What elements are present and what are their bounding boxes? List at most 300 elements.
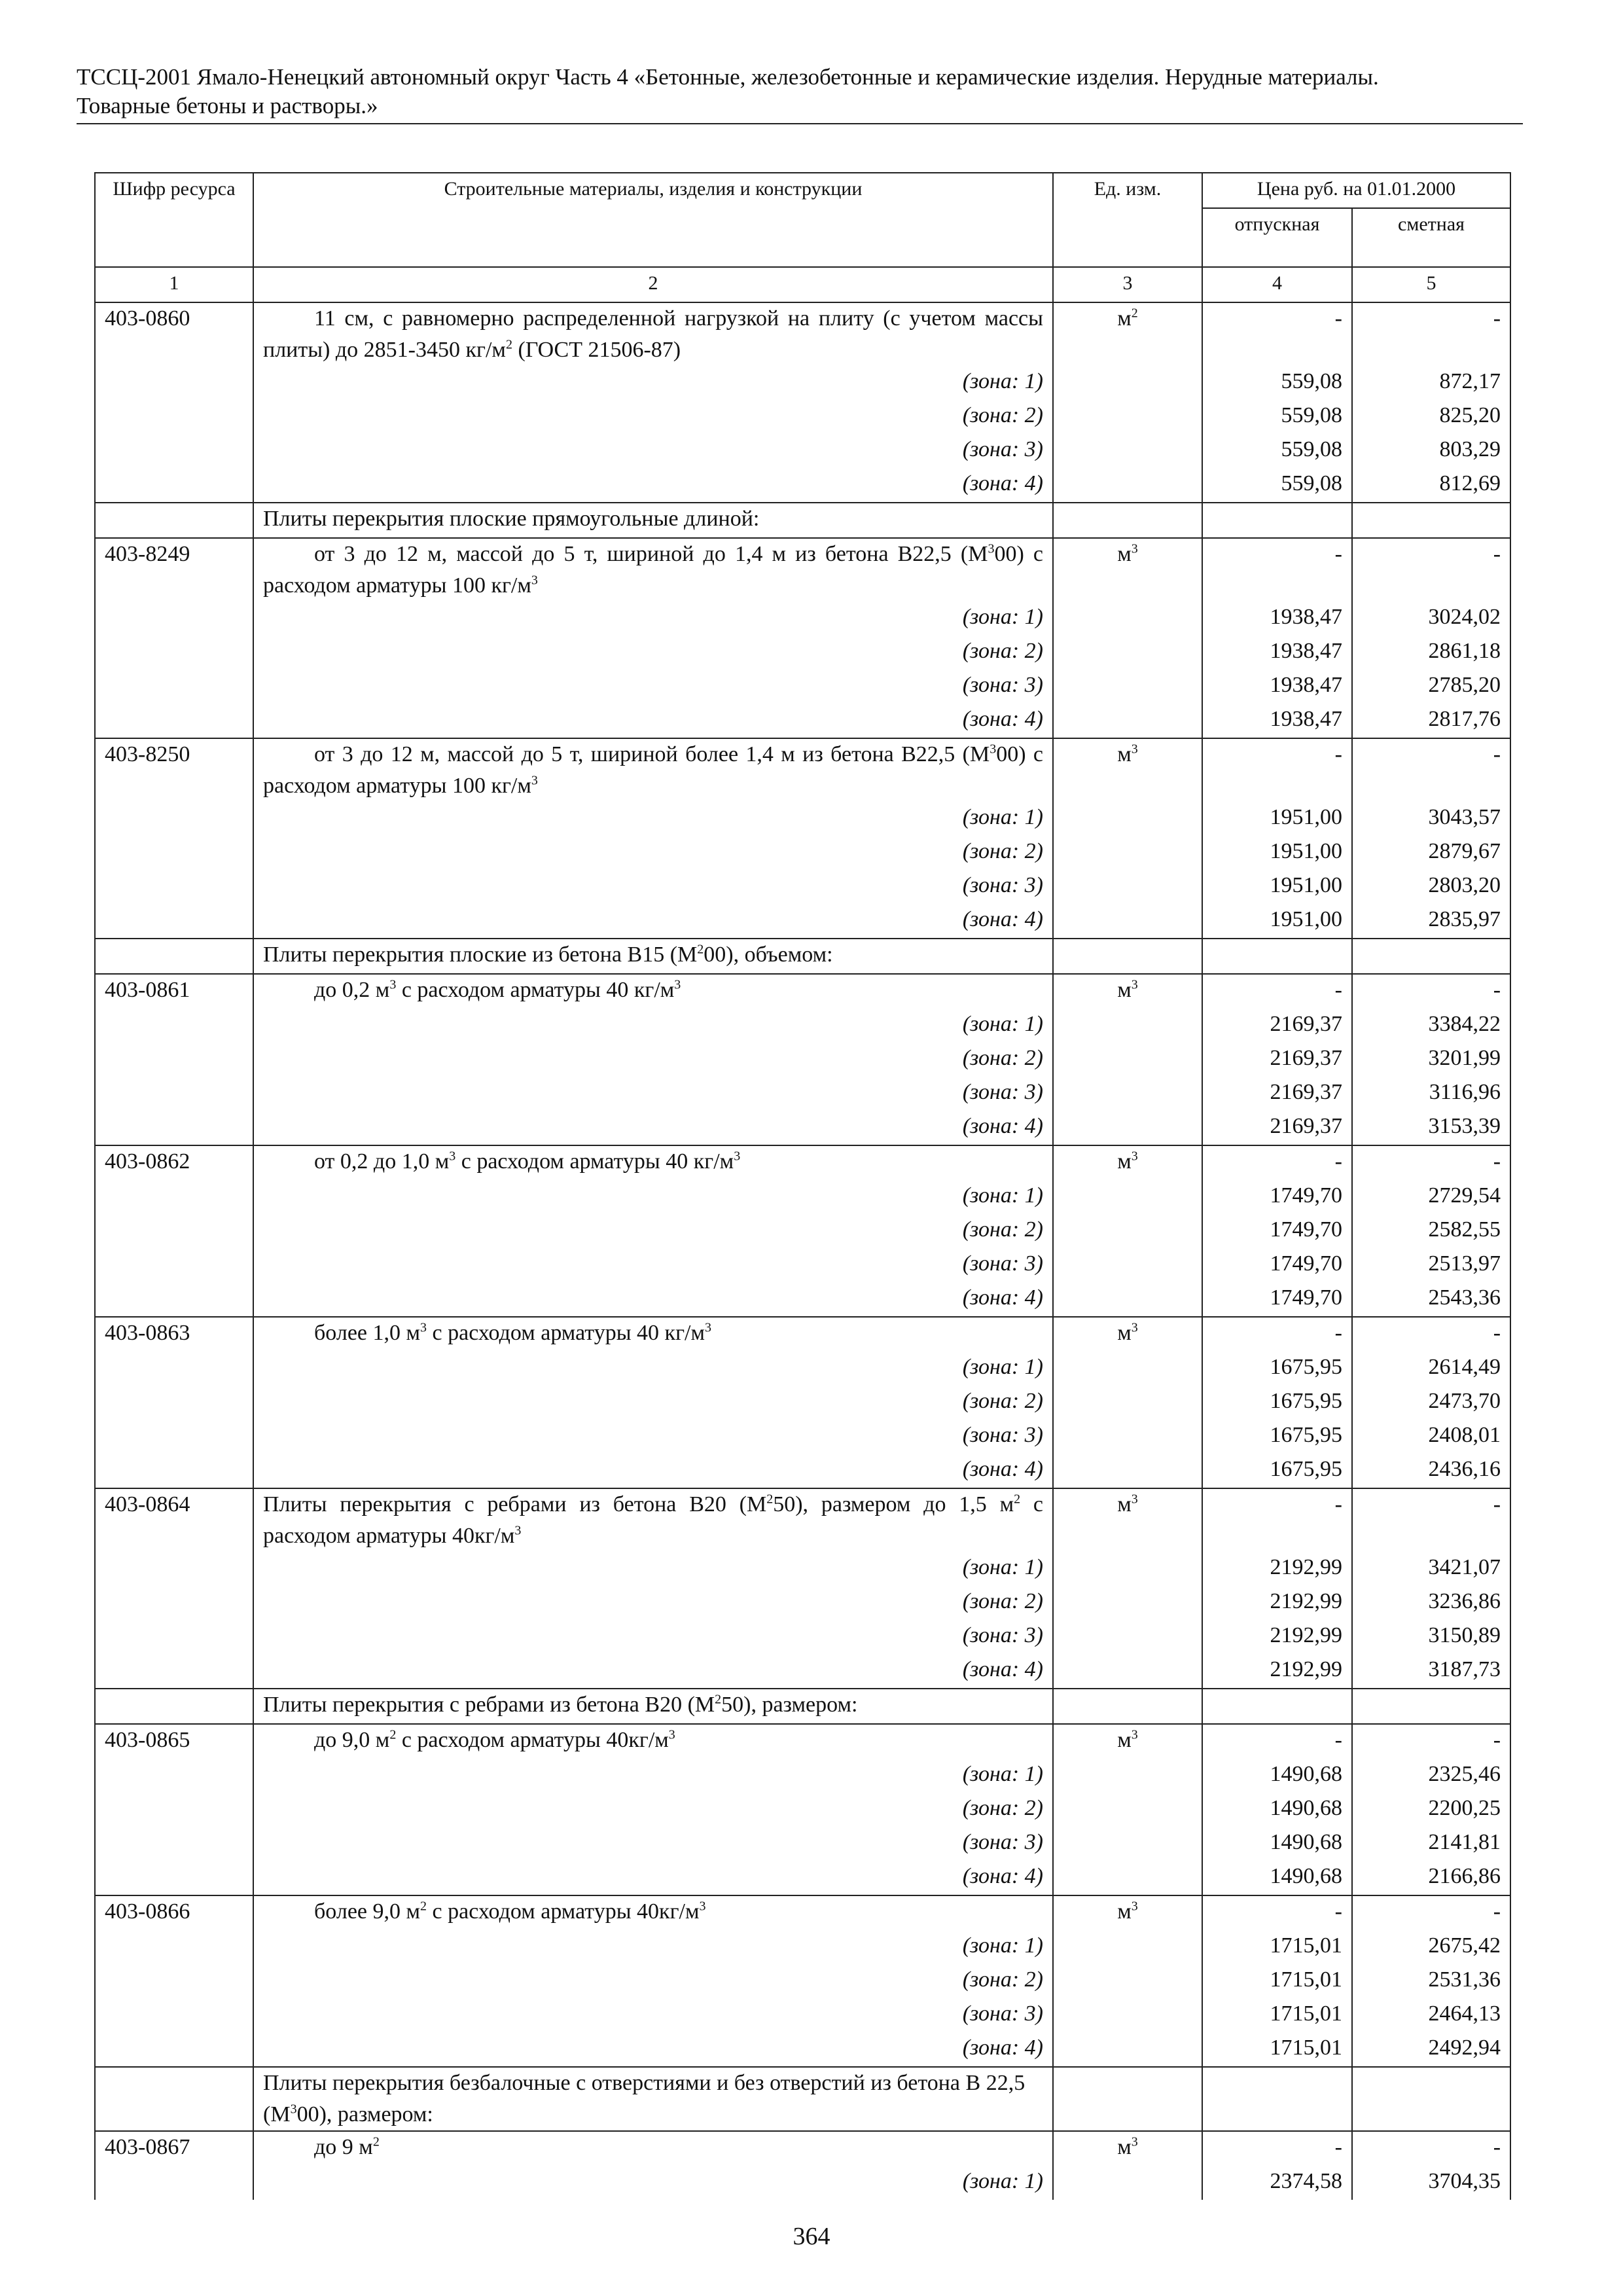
code-cell [95,2032,253,2067]
zone-row [95,704,1510,738]
release-price: 1749,70 [1202,1282,1352,1317]
estimate-price: 2803,20 [1352,870,1510,904]
release-price: 1490,68 [1202,1793,1352,1827]
zone-row [95,1454,1510,1488]
unit-cell [1053,1827,1202,1861]
item-description: более 1,0 $м^3$ с расходом арматуры 40 $кг/м^3$ [253,1317,1053,1352]
unit-cell [1053,400,1202,434]
estimate-price: 2408,01 [1352,1420,1510,1454]
code-cell [95,1586,253,1620]
column-header-release: отпускная [1202,208,1352,267]
zone-label: (зона: 2) [253,1214,1053,1248]
document-header [77,63,1523,120]
estimate-price: 2436,16 [1352,1454,1510,1488]
unit-cell [1053,2067,1202,2131]
zone-label: (зона: 4) [253,904,1053,939]
unit-of-measure: $м^3$ [1053,538,1202,601]
zone-label: (зона: 1) [253,1009,1053,1043]
code-cell [95,1352,253,1386]
release-price: 1749,70 [1202,1180,1352,1214]
zone-row [95,601,1510,636]
release-cell [1202,503,1352,538]
code-cell [95,1689,253,1724]
unit-cell [1053,636,1202,670]
zone-row [95,1654,1510,1689]
zone-label: (зона: 3) [253,1998,1053,2032]
unit-of-measure: $м^3$ [1053,974,1202,1009]
code-cell [95,1861,253,1895]
code-cell [95,2067,253,2131]
zone-row [95,1759,1510,1793]
resource-code: 403-0867 [95,2131,253,2166]
release-price: 1749,70 [1202,1214,1352,1248]
estimate-price: 2614,49 [1352,1352,1510,1386]
estimate-price: - [1352,738,1510,802]
column-header-unit: Ед. изм. [1053,173,1202,267]
zone-label: (зона: 2) [253,1043,1053,1077]
release-price: 2169,37 [1202,1043,1352,1077]
zone-row [95,1248,1510,1282]
release-price: 2169,37 [1202,1009,1352,1043]
unit-cell [1053,1552,1202,1586]
group-heading: Плиты перекрытия плоские прямоугольные длиной: [253,503,1053,538]
zone-row [95,1552,1510,1586]
estimate-price: 2817,76 [1352,704,1510,738]
estimate-cell [1352,939,1510,974]
release-price: - [1202,1488,1352,1552]
zone-label: (зона: 1) [253,1180,1053,1214]
zone-label: (зона: 3) [253,870,1053,904]
resource-code: 403-0866 [95,1895,253,1930]
release-cell [1202,1689,1352,1724]
column-number: 1 [95,267,253,302]
item-description: Плиты перекрытия с ребрами из бетона В20 $(М^250)$, размером до 1,5 $м^2$ с расходом арматуры $40кг/м^3$ [253,1488,1053,1552]
code-cell [95,1214,253,1248]
unit-cell [1053,1998,1202,2032]
column-header-price: Цена руб. на 01.01.2000 [1202,173,1510,208]
header-line-2: Товарные бетоны и растворы.» [77,93,378,118]
release-price: - [1202,738,1352,802]
column-number: 2 [253,267,1053,302]
unit-cell [1053,904,1202,939]
group-heading: Плиты перекрытия с ребрами из бетона В20 $(М^250)$, размером: [253,1689,1053,1724]
unit-cell [1053,1586,1202,1620]
zone-label: (зона: 2) [253,1586,1053,1620]
resource-code: 403-0861 [95,974,253,1009]
resource-code: 403-0864 [95,1488,253,1552]
item-row [95,1145,1510,1180]
zone-label: (зона: 1) [253,601,1053,636]
item-description: до 9,0 $м^2$ с расходом арматуры $40кг/м^3$ [253,1724,1053,1759]
estimate-price: 2675,42 [1352,1930,1510,1964]
code-cell [95,1930,253,1964]
zone-label: (зона: 4) [253,1654,1053,1689]
zone-row [95,434,1510,468]
item-row [95,1317,1510,1352]
zone-label: (зона: 4) [253,468,1053,503]
release-price: 1675,95 [1202,1386,1352,1420]
item-row [95,1895,1510,1930]
code-cell [95,1111,253,1145]
estimate-price: 2325,46 [1352,1759,1510,1793]
unit-cell [1053,1009,1202,1043]
unit-cell [1053,1620,1202,1654]
zone-label: (зона: 3) [253,1620,1053,1654]
estimate-price: 3704,35 [1352,2166,1510,2200]
release-price: 1675,95 [1202,1454,1352,1488]
code-cell [95,1282,253,1317]
resource-code: 403-0863 [95,1317,253,1352]
estimate-price: - [1352,1145,1510,1180]
unit-cell [1053,1654,1202,1689]
release-price: 2192,99 [1202,1552,1352,1586]
unit-cell [1053,1689,1202,1724]
zone-label: (зона: 2) [253,836,1053,870]
release-price: 1938,47 [1202,670,1352,704]
estimate-price: 803,29 [1352,434,1510,468]
code-cell [95,1420,253,1454]
unit-cell [1053,670,1202,704]
estimate-price: 3153,39 [1352,1111,1510,1145]
unit-cell [1053,1282,1202,1317]
release-price: 1938,47 [1202,704,1352,738]
code-cell [95,503,253,538]
estimate-price: - [1352,1724,1510,1759]
item-description: от 3 до 12 м, массой до 5 т, шириной до 1,4 м из бетона В22,5 $(М^300)$ с расходом арматуры 100 $кг/м^3$ [253,538,1053,601]
code-cell [95,366,253,400]
code-cell [95,1998,253,2032]
release-price: 2192,99 [1202,1620,1352,1654]
zone-label: (зона: 1) [253,1352,1053,1386]
code-cell [95,1043,253,1077]
zone-row [95,870,1510,904]
zone-row [95,1214,1510,1248]
code-cell [95,636,253,670]
release-price: 1675,95 [1202,1420,1352,1454]
estimate-price: 812,69 [1352,468,1510,503]
item-description: до 0,2 $м^3$ с расходом арматуры 40 $кг/м^3$ [253,974,1053,1009]
release-price: 2374,58 [1202,2166,1352,2200]
column-header-name: Строительные материалы, изделия и конструкции [253,173,1053,267]
zone-row [95,1352,1510,1386]
unit-of-measure: $м^2$ [1053,302,1202,366]
zone-label: (зона: 1) [253,1759,1053,1793]
code-cell [95,1552,253,1586]
release-price: 1715,01 [1202,1964,1352,1998]
release-price: 1715,01 [1202,1998,1352,2032]
zone-row [95,1043,1510,1077]
zone-label: (зона: 1) [253,1930,1053,1964]
release-price: 2169,37 [1202,1077,1352,1111]
estimate-price: - [1352,1895,1510,1930]
unit-cell [1053,434,1202,468]
zone-row [95,1620,1510,1654]
item-row [95,2131,1510,2166]
group-heading: Плиты перекрытия плоские из бетона В15 $(М^200)$, объемом: [253,939,1053,974]
estimate-price: 2785,20 [1352,670,1510,704]
unit-cell [1053,1964,1202,1998]
unit-cell [1053,1248,1202,1282]
estimate-price: - [1352,1488,1510,1552]
zone-label: (зона: 3) [253,1420,1053,1454]
code-cell [95,1759,253,1793]
zone-row [95,1077,1510,1111]
zone-row [95,636,1510,670]
release-price: 1490,68 [1202,1827,1352,1861]
unit-of-measure: $м^3$ [1053,2131,1202,2166]
unit-cell [1053,2032,1202,2067]
unit-of-measure: $м^3$ [1053,738,1202,802]
release-price: 1938,47 [1202,601,1352,636]
release-price: 1490,68 [1202,1861,1352,1895]
estimate-price: 3421,07 [1352,1552,1510,1586]
unit-cell [1053,704,1202,738]
release-price: 1951,00 [1202,870,1352,904]
unit-cell [1053,870,1202,904]
code-cell [95,939,253,974]
zone-row [95,1827,1510,1861]
unit-cell [1053,1111,1202,1145]
item-row [95,1488,1510,1552]
release-cell [1202,939,1352,974]
zone-row [95,366,1510,400]
code-cell [95,836,253,870]
zone-label: (зона: 2) [253,1793,1053,1827]
estimate-price: 3116,96 [1352,1077,1510,1111]
item-row [95,538,1510,601]
code-cell [95,870,253,904]
item-description: 11 см, с равномерно распределенной нагрузкой на плиту (с учетом массы плиты) до 2851-3450 $кг/м^2$ (ГОСТ 21506-87) [253,302,1053,366]
unit-cell [1053,468,1202,503]
item-description: до 9 $м^2$ [253,2131,1053,2166]
estimate-price: 2835,97 [1352,904,1510,939]
estimate-price: 2200,25 [1352,1793,1510,1827]
zone-row [95,1586,1510,1620]
zone-row [95,1793,1510,1827]
unit-cell [1053,939,1202,974]
code-cell [95,468,253,503]
zone-row [95,1420,1510,1454]
release-price: 1675,95 [1202,1352,1352,1386]
release-price: - [1202,538,1352,601]
unit-of-measure: $м^3$ [1053,1724,1202,1759]
group-heading-row [95,503,1510,538]
estimate-price: - [1352,302,1510,366]
release-price: 2192,99 [1202,1654,1352,1689]
release-price: 1749,70 [1202,1248,1352,1282]
column-header-code: Шифр ресурса [95,173,253,267]
group-heading-row [95,2067,1510,2131]
code-cell [95,1620,253,1654]
unit-cell [1053,836,1202,870]
estimate-price: 2166,86 [1352,1861,1510,1895]
release-price: - [1202,302,1352,366]
resource-code: 403-0860 [95,302,253,366]
item-description: от 0,2 до 1,0 $м^3$ с расходом арматуры 40 $кг/м^3$ [253,1145,1053,1180]
zone-label: (зона: 3) [253,1077,1053,1111]
estimate-price: 3043,57 [1352,802,1510,836]
unit-cell [1053,1352,1202,1386]
resource-code: 403-0865 [95,1724,253,1759]
zone-row [95,1998,1510,2032]
code-cell [95,1654,253,1689]
code-cell [95,601,253,636]
estimate-price: - [1352,1317,1510,1352]
estimate-price: 2492,94 [1352,2032,1510,2067]
column-number: 4 [1202,267,1352,302]
zone-row [95,2032,1510,2067]
zone-row [95,468,1510,503]
zone-label: (зона: 1) [253,2166,1053,2200]
release-price: - [1202,974,1352,1009]
unit-cell [1053,1454,1202,1488]
unit-cell [1053,1077,1202,1111]
zone-label: (зона: 1) [253,366,1053,400]
estimate-price: 2729,54 [1352,1180,1510,1214]
zone-row [95,904,1510,939]
unit-cell [1053,1759,1202,1793]
zone-label: (зона: 4) [253,1861,1053,1895]
zone-row [95,1930,1510,1964]
unit-cell [1053,802,1202,836]
zone-row [95,1861,1510,1895]
column-number: 5 [1352,267,1510,302]
unit-cell [1053,503,1202,538]
code-cell [95,1077,253,1111]
item-row [95,974,1510,1009]
release-price: - [1202,1317,1352,1352]
zone-row [95,2166,1510,2200]
page-number: 364 [793,2223,830,2250]
unit-cell [1053,1930,1202,1964]
release-price: - [1202,1724,1352,1759]
release-price: - [1202,1145,1352,1180]
release-price: 1490,68 [1202,1759,1352,1793]
estimate-cell [1352,503,1510,538]
unit-cell [1053,601,1202,636]
code-cell [95,1454,253,1488]
estimate-price: 2879,67 [1352,836,1510,870]
code-cell [95,400,253,434]
unit-of-measure: $м^3$ [1053,1145,1202,1180]
estimate-price: 2531,36 [1352,1964,1510,1998]
zone-label: (зона: 2) [253,1386,1053,1420]
zone-label: (зона: 4) [253,704,1053,738]
zone-label: (зона: 4) [253,2032,1053,2067]
estimate-cell [1352,1689,1510,1724]
estimate-price: 2513,97 [1352,1248,1510,1282]
price-table [94,172,1511,2200]
release-price: 1951,00 [1202,904,1352,939]
release-price: 559,08 [1202,400,1352,434]
table-body [95,302,1510,2200]
estimate-price: 2582,55 [1352,1214,1510,1248]
unit-cell [1053,2166,1202,2200]
estimate-price: 3236,86 [1352,1586,1510,1620]
group-heading-row [95,939,1510,974]
item-description: более 9,0 $м^2$ с расходом арматуры $40кг/м^3$ [253,1895,1053,1930]
release-price: 2169,37 [1202,1111,1352,1145]
estimate-price: 3201,99 [1352,1043,1510,1077]
unit-cell [1053,1043,1202,1077]
estimate-price: 2464,13 [1352,1998,1510,2032]
code-cell [95,802,253,836]
zone-row [95,1009,1510,1043]
estimate-price: 3024,02 [1352,601,1510,636]
code-cell [95,904,253,939]
unit-cell [1053,1861,1202,1895]
code-cell [95,1386,253,1420]
unit-of-measure: $м^3$ [1053,1317,1202,1352]
estimate-price: - [1352,2131,1510,2166]
code-cell [95,2166,253,2200]
item-description: от 3 до 12 м, массой до 5 т, шириной более 1,4 м из бетона В22,5 $(М^300)$ с расходом арматуры 100 $кг/м^3$ [253,738,1053,802]
header-line-1: ТССЦ-2001 Ямало-Ненецкий автономный округ Часть 4 «Бетонные, железобетонные и керамические изделия. Нерудные материалы. [77,64,1379,90]
release-price: - [1202,2131,1352,2166]
table-header [95,173,1510,302]
group-heading-row [95,1689,1510,1724]
estimate-price: 2473,70 [1352,1386,1510,1420]
code-cell [95,1964,253,1998]
zone-row [95,1964,1510,1998]
zone-label: (зона: 2) [253,400,1053,434]
zone-label: (зона: 1) [253,1552,1053,1586]
estimate-price: 825,20 [1352,400,1510,434]
release-price: 1951,00 [1202,802,1352,836]
estimate-price: 3150,89 [1352,1620,1510,1654]
estimate-price: 872,17 [1352,366,1510,400]
release-price: 559,08 [1202,468,1352,503]
group-heading: Плиты перекрытия безбалочные с отверстиями и без отверстий из бетона В 22,5 $(М^300)$, размером: [253,2067,1053,2131]
release-price: 1951,00 [1202,836,1352,870]
zone-label: (зона: 2) [253,636,1053,670]
code-cell [95,1009,253,1043]
unit-cell [1053,1386,1202,1420]
resource-code: 403-0862 [95,1145,253,1180]
zone-label: (зона: 3) [253,434,1053,468]
zone-row [95,670,1510,704]
estimate-price: - [1352,974,1510,1009]
estimate-price: - [1352,538,1510,601]
zone-row [95,400,1510,434]
zone-row [95,1282,1510,1317]
zone-label: (зона: 2) [253,1964,1053,1998]
unit-of-measure: $м^3$ [1053,1895,1202,1930]
unit-cell [1053,1420,1202,1454]
release-price: 559,08 [1202,366,1352,400]
zone-label: (зона: 3) [253,670,1053,704]
resource-code: 403-8250 [95,738,253,802]
release-price: 2192,99 [1202,1586,1352,1620]
zone-label: (зона: 3) [253,1827,1053,1861]
unit-cell [1053,1793,1202,1827]
code-cell [95,1793,253,1827]
unit-cell [1053,1214,1202,1248]
zone-row [95,1111,1510,1145]
unit-cell [1053,1180,1202,1214]
release-price: 559,08 [1202,434,1352,468]
zone-row [95,836,1510,870]
code-cell [95,670,253,704]
zone-label: (зона: 4) [253,1282,1053,1317]
estimate-price: 2543,36 [1352,1282,1510,1317]
zone-row [95,1180,1510,1214]
column-header-estimate: сметная [1352,208,1510,267]
code-cell [95,1248,253,1282]
zone-label: (зона: 3) [253,1248,1053,1282]
estimate-cell [1352,2067,1510,2131]
zone-row [95,802,1510,836]
